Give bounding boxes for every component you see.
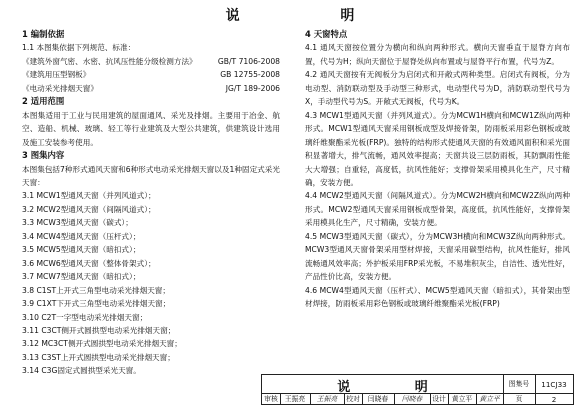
reference-code: JG/T 189-2006 <box>225 83 280 93</box>
list-item: 3.13 C3ST上开式圆拱型电动采光排烟天窗； <box>22 352 175 362</box>
list-item: 3.14 C3G固定式圆拱型采光天窗。 <box>22 366 141 376</box>
atlas-number-label: 图集号 <box>508 380 530 388</box>
title-block <box>261 374 574 405</box>
reference-row <box>22 68 280 81</box>
contents-intro: 本图集包括7种形式通风天窗和6种形式电动采光排烟天窗以及1种固定式采光天窗： <box>22 164 280 187</box>
page-number: 2 <box>551 395 557 404</box>
paragraph: 4.1 通风天窗按位置分为横向和纵向两种形式。横向天窗垂直于屋脊方向布置，代号为H；纵向天窗位于屋脊处纵向布置或与屋脊平行布置，代号为Z。 <box>305 43 570 66</box>
paragraph: 4.2 通风天窗按有无阀板分为启闭式和开敞式两种类型。启闭式有阀板，分为电动型、消防联动型及手动型三种形式，电动型代号为D，消防联动型代号为X，手动型代号为S。开敞式无阀板，代号为K。 <box>305 70 570 107</box>
list-item: 3.6 MCW6型通风天窗（整体骨架式）； <box>22 258 156 268</box>
reference-row <box>22 55 280 68</box>
right-column <box>305 28 570 311</box>
list-item: 3.10 C2T一字型电动采光排烟天窗； <box>22 312 148 322</box>
list-item: 3.9 C1XT下开式三角型电动采光排烟天窗； <box>22 299 171 309</box>
left-column <box>22 28 280 378</box>
review-label: 审核 <box>264 395 278 403</box>
reference-row <box>22 82 280 95</box>
reviewer-name: 王振亮 <box>284 395 306 403</box>
scope-text: 本图集适用于工业与民用建筑的屋面通风、采光及排烟。主要用于冶金、航空、造船、机械、玻璃、轻工等行业建筑及大型公共建筑，供建筑设计选用及施工安装参考使用。 <box>22 110 280 147</box>
atlas-number: 11CJ33 <box>541 380 567 389</box>
section-heading-basis: 1 编制依据 <box>22 29 65 39</box>
list-item: 3.12 MC3CT侧开式圆拱型电动采光排烟天窗； <box>22 339 182 349</box>
reference-name: 《建筑用压型钢板》 <box>22 70 91 80</box>
section-heading-scope: 2 适用范围 <box>22 96 65 107</box>
list-item: 3.3 MCW3型通风天窗（碳式）； <box>22 218 133 228</box>
list-item: 3.7 MCW7型通风天窗（暗扣式）； <box>22 272 141 282</box>
reference-name: 《电动采光排烟天窗》 <box>22 83 98 93</box>
page-title: 说 明 <box>225 8 403 24</box>
check-label: 校对 <box>346 395 360 403</box>
basis-intro: 1.1 本图集依据下列规范、标准： <box>22 43 136 53</box>
reference-code: GB 12755-2008 <box>220 70 280 80</box>
designer-name: 黄立平 <box>451 395 473 403</box>
list-item: 3.4 MCW4型通风天窗（压杆式）； <box>22 231 141 241</box>
paragraph: 4.6 MCW4型通风天窗（压杆式）、MCW5型通风天窗（暗扣式），其骨架由型材焊接，防雨板采用彩色钢板或玻璃纤维聚酯采光板(FRP) <box>305 285 570 309</box>
list-item: 3.8 C1ST上开式三角型电动采光排烟天窗； <box>22 285 170 295</box>
designer-signature: 黄立平 <box>479 395 500 403</box>
title-block-title: 说 明 <box>337 380 458 395</box>
reference-name: 《建筑外窗气密、水密、抗风压性能分级检测方法》 <box>22 56 197 66</box>
reviewer-signature: 王振亮 <box>316 395 338 403</box>
paragraph: 4.4 MCW2型通风天窗（间隔风道式）。分为MCW2H横向和MCW2Z纵向两种形式。MCW2型通风天窗采用钢板成型骨架，高度低，抗风性能好，支撑骨架采用模具化生产，尺寸精确，安装方便。 <box>305 191 570 228</box>
design-label: 设计 <box>432 395 446 403</box>
list-item: 3.2 MCW2型通风天窗（间隔风道式）； <box>22 204 156 214</box>
page-label: 页 <box>515 395 523 403</box>
list-item: 3.1 MCW1型通风天窗（并列风道式）； <box>22 191 156 201</box>
paragraph: 4.5 MCW3型通风天窗（碳式），分为MCW3H横向和MCW3Z纵向两种形式。MCW3型通风天窗骨架采用型材焊接，天窗采用碳型结构，抗风性能好，排风流畅通风效率高；外护板采用FRP采光板，不易堆积灰尘，自洁性、透光性好，产品性价比高，安装方便。 <box>305 231 570 282</box>
section-heading-contents: 3 图集内容 <box>22 150 65 161</box>
reference-code: GB/T 7106-2008 <box>217 56 280 66</box>
checker-signature: 闫晓春 <box>401 395 423 403</box>
list-item: 3.5 MCW5型通风天窗（暗扣式）； <box>22 245 141 255</box>
section-heading-features: 4 天窗特点 <box>305 29 348 39</box>
list-item: 3.11 C3CT侧开式圆拱型电动采光排烟天窗； <box>22 325 176 335</box>
paragraph: 4.3 MCW1型通风天窗（并列风道式）。分为MCW1H横向和MCW1Z纵向两种形式。MCW1型通风天窗采用钢板成型及焊接骨架，防雨板采用彩色钢板或玻璃纤维聚酯采光板(FRP)。独特的结构形式使通风天窗的有效通风面积和采光面积显著增大，排气流畅，通风效率提高；天窗共设三层防雨板，其防飘雨性能大大增强；自重轻，高度低，抗风性能好；支撑骨架采用模具化生产，尺寸精确，安装方便。 <box>305 110 570 187</box>
checker-name: 闫晓春 <box>367 395 389 403</box>
